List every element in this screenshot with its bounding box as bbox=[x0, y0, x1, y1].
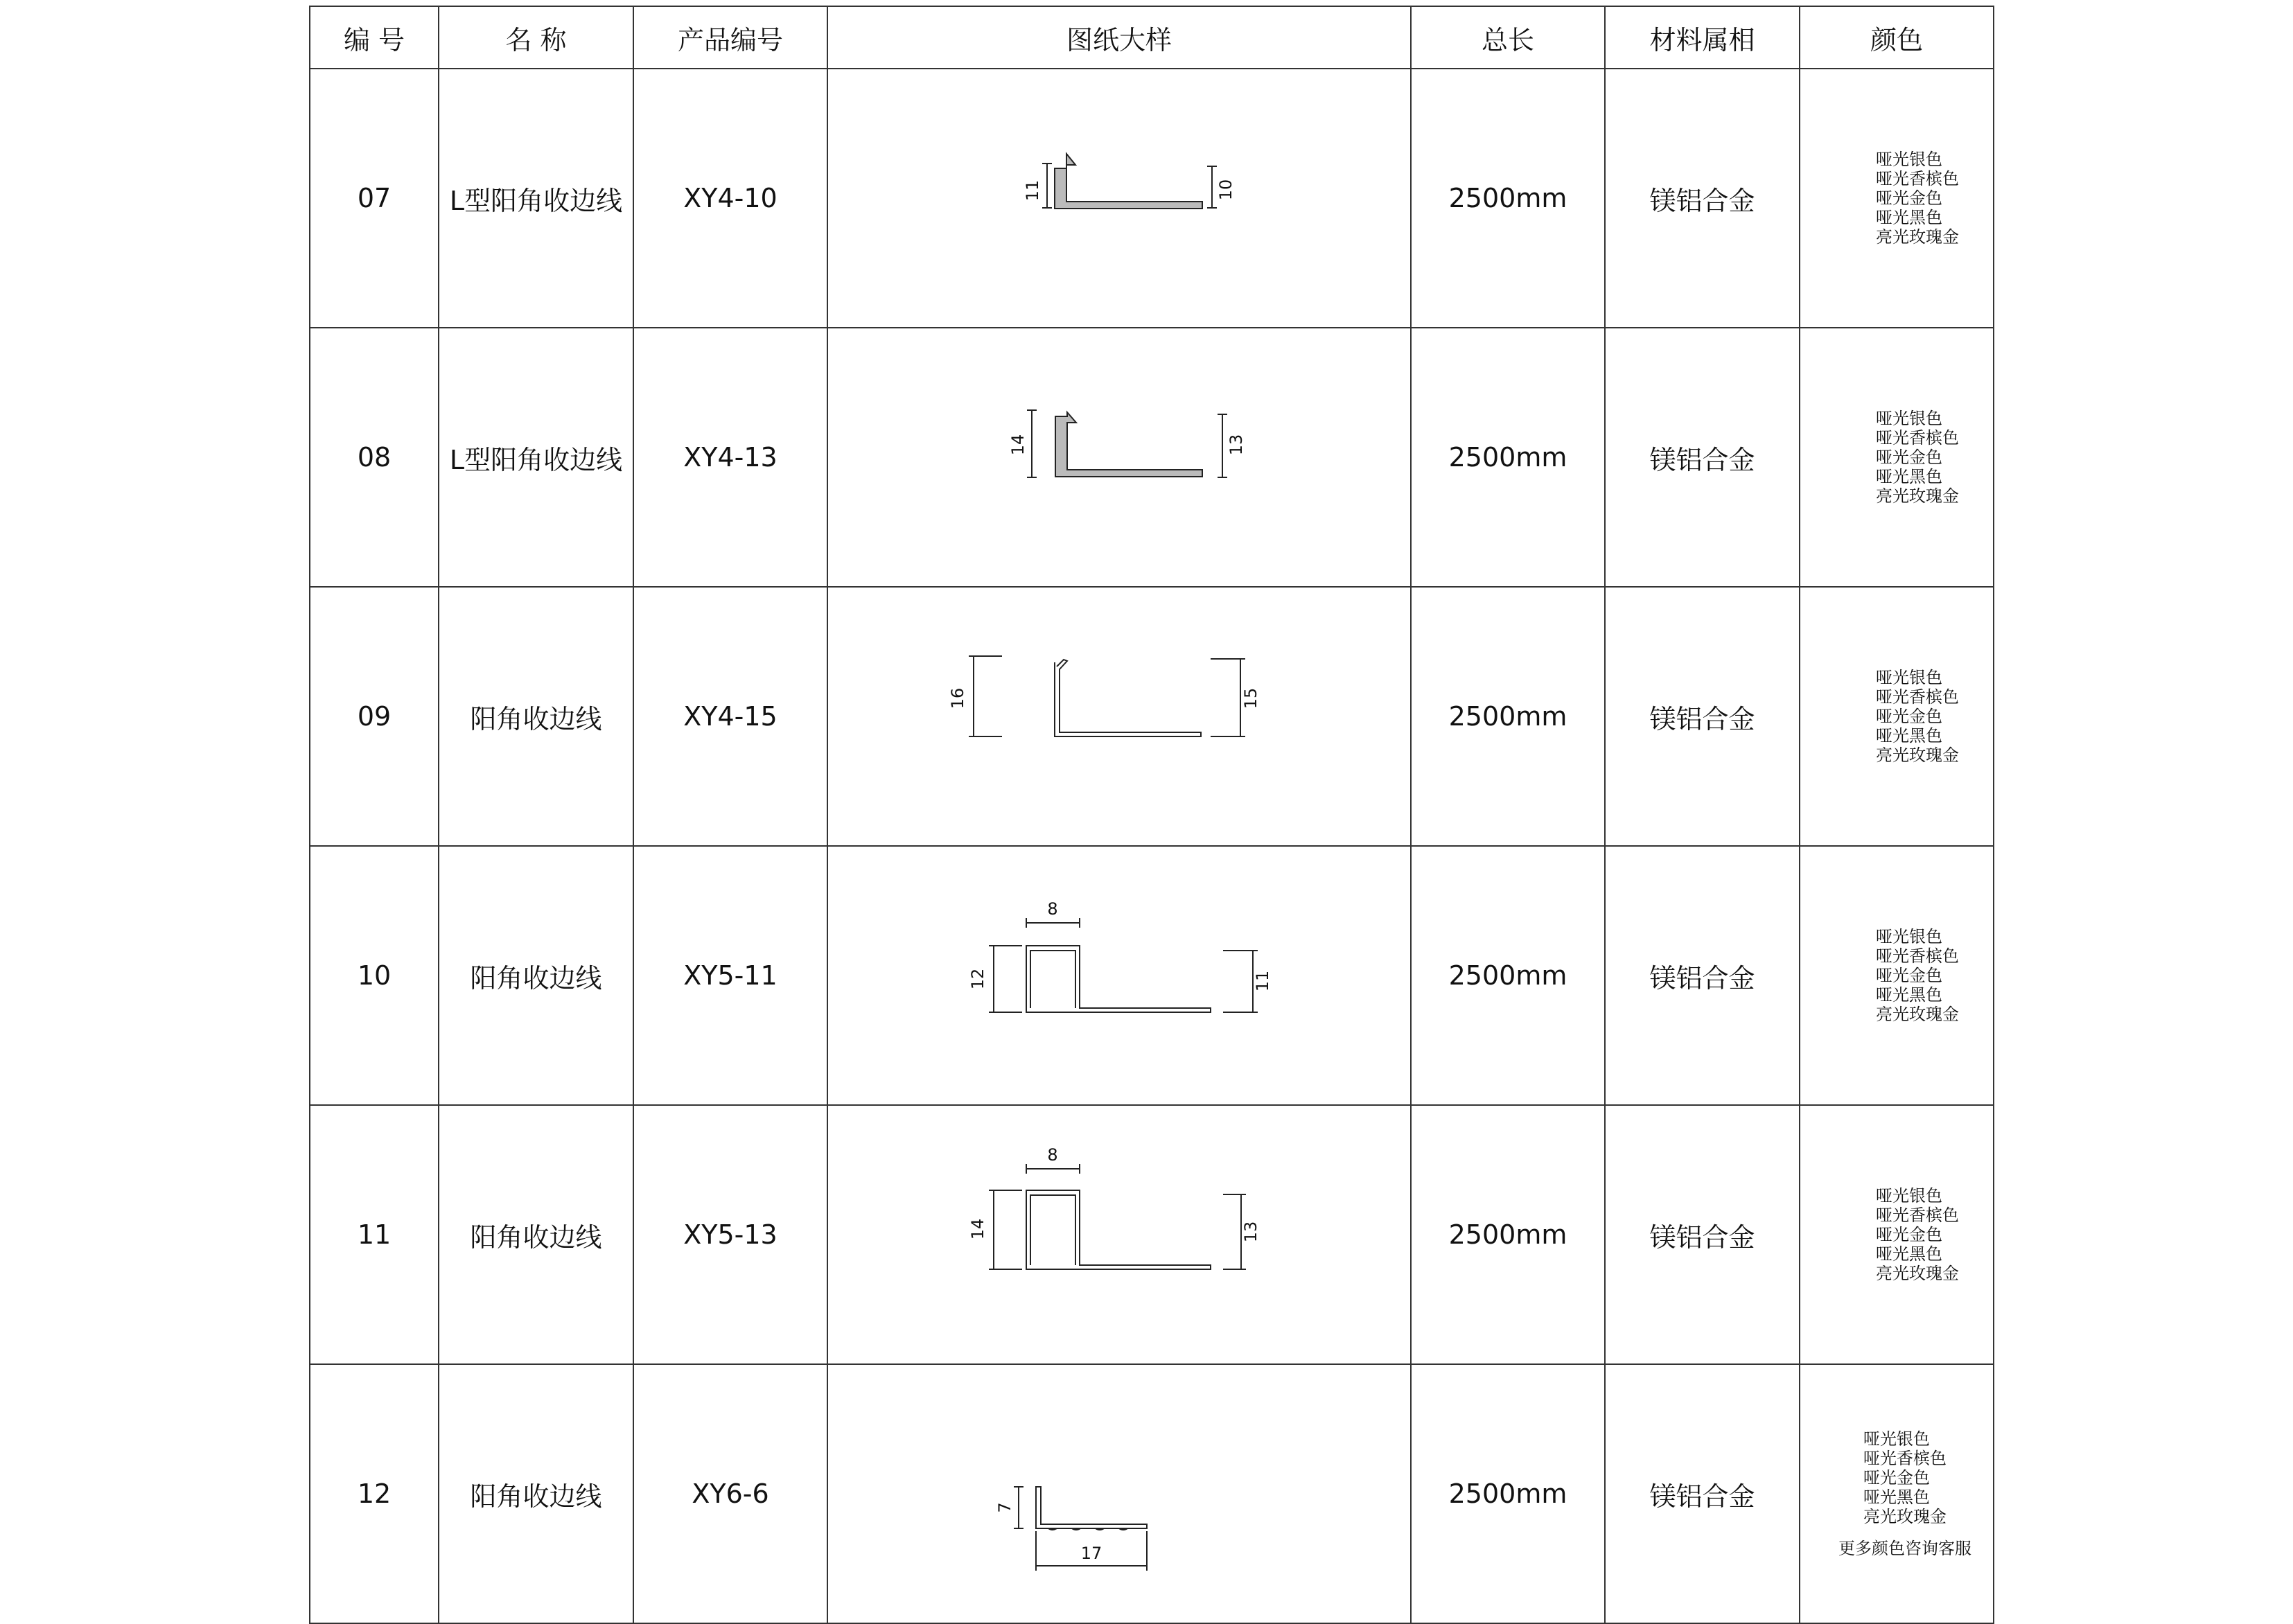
dimension-label: 8 bbox=[1047, 1145, 1058, 1165]
table-row bbox=[310, 1105, 1994, 1364]
row-drawing bbox=[827, 328, 1411, 587]
color-option: 哑光黑色 bbox=[1876, 467, 1942, 486]
color-option: 哑光金色 bbox=[1876, 188, 1942, 208]
color-option: 哑光香槟色 bbox=[1876, 687, 1959, 707]
row-colors bbox=[1800, 587, 1994, 846]
table-row bbox=[310, 846, 1994, 1105]
row-number: 11 bbox=[310, 1105, 439, 1364]
color-list bbox=[1876, 668, 1959, 765]
dimension-label: 14 bbox=[1008, 434, 1028, 456]
row-drawing bbox=[827, 69, 1411, 328]
dimension-label: 7 bbox=[995, 1502, 1014, 1513]
row-material: 镁铝合金 bbox=[1605, 1105, 1800, 1364]
dimension-label: 11 bbox=[1023, 179, 1042, 202]
dimension-label: 13 bbox=[1241, 1221, 1260, 1243]
color-option: 哑光银色 bbox=[1876, 150, 1942, 169]
row-number: 08 bbox=[310, 328, 439, 587]
color-option: 亮光玫瑰金 bbox=[1876, 1005, 1959, 1024]
color-option: 哑光金色 bbox=[1876, 448, 1942, 467]
profile-drawing bbox=[828, 1365, 1410, 1623]
row-length: 2500mm bbox=[1411, 846, 1605, 1105]
row-colors bbox=[1800, 846, 1994, 1105]
profile-shape bbox=[1055, 660, 1201, 736]
row-number: 12 bbox=[310, 1364, 439, 1623]
row-product-code: XY4-15 bbox=[633, 587, 827, 846]
dimension-label: 8 bbox=[1047, 899, 1058, 919]
product-spec-table bbox=[309, 6, 1994, 1624]
color-option: 哑光金色 bbox=[1876, 1225, 1942, 1244]
color-option: 哑光金色 bbox=[1863, 1468, 1930, 1488]
row-number: 10 bbox=[310, 846, 439, 1105]
table-row bbox=[310, 1364, 1994, 1623]
color-option: 哑光香槟色 bbox=[1863, 1449, 1947, 1468]
row-colors bbox=[1800, 69, 1994, 328]
row-material: 镁铝合金 bbox=[1605, 846, 1800, 1105]
profile-drawing bbox=[828, 847, 1410, 1104]
color-option: 哑光香槟色 bbox=[1876, 169, 1959, 188]
row-drawing bbox=[827, 1105, 1411, 1364]
profile-shape bbox=[1026, 946, 1211, 1012]
profile-shape bbox=[1036, 1487, 1147, 1530]
row-colors bbox=[1800, 1364, 1994, 1623]
row-material: 镁铝合金 bbox=[1605, 69, 1800, 328]
color-option: 哑光黑色 bbox=[1876, 1244, 1942, 1264]
row-material: 镁铝合金 bbox=[1605, 1364, 1800, 1623]
color-option: 亮光玫瑰金 bbox=[1876, 745, 1959, 765]
row-name: 阳角收边线 bbox=[439, 587, 633, 846]
row-drawing bbox=[827, 1364, 1411, 1623]
profile-shape bbox=[1026, 1190, 1211, 1269]
profile-shape bbox=[1055, 154, 1202, 209]
row-name: 阳角收边线 bbox=[439, 1364, 633, 1623]
row-product-code: XY4-13 bbox=[633, 328, 827, 587]
color-option: 哑光银色 bbox=[1876, 668, 1942, 687]
dimension-label: 13 bbox=[1227, 434, 1246, 456]
dimension-label: 16 bbox=[948, 687, 967, 709]
row-length: 2500mm bbox=[1411, 328, 1605, 587]
row-name: 阳角收边线 bbox=[439, 1105, 633, 1364]
color-option: 哑光银色 bbox=[1876, 1186, 1942, 1206]
row-product-code: XY5-11 bbox=[633, 846, 827, 1105]
color-list bbox=[1876, 150, 1959, 247]
dimension-label: 15 bbox=[1241, 687, 1260, 709]
row-product-code: XY6-6 bbox=[633, 1364, 827, 1623]
header-number: 编 号 bbox=[310, 6, 439, 69]
row-number: 09 bbox=[310, 587, 439, 846]
row-drawing bbox=[827, 846, 1411, 1105]
dimension-label: 12 bbox=[968, 968, 987, 990]
dimension-label: 17 bbox=[1080, 1544, 1102, 1563]
profile-drawing bbox=[828, 588, 1410, 845]
dimension-label: 11 bbox=[1253, 970, 1272, 992]
table-row bbox=[310, 69, 1994, 328]
profile-shape bbox=[1055, 412, 1202, 477]
color-list bbox=[1838, 1429, 1971, 1558]
color-option: 哑光黑色 bbox=[1876, 208, 1942, 227]
color-list bbox=[1876, 409, 1959, 506]
dimension-lines bbox=[969, 656, 1245, 736]
header-material: 材料属相 bbox=[1605, 6, 1800, 69]
profile-drawing bbox=[828, 328, 1410, 586]
row-name: L型阳角收边线 bbox=[439, 328, 633, 587]
row-number: 07 bbox=[310, 69, 439, 328]
header-name: 名 称 bbox=[439, 6, 633, 69]
color-option: 哑光香槟色 bbox=[1876, 946, 1959, 966]
color-option: 哑光香槟色 bbox=[1876, 1206, 1959, 1225]
color-option: 亮光玫瑰金 bbox=[1863, 1507, 1947, 1526]
color-option: 哑光香槟色 bbox=[1876, 428, 1959, 448]
color-option: 亮光玫瑰金 bbox=[1876, 1264, 1959, 1283]
dimension-lines bbox=[989, 1164, 1246, 1269]
row-name: L型阳角收边线 bbox=[439, 69, 633, 328]
row-name: 阳角收边线 bbox=[439, 846, 633, 1105]
row-drawing bbox=[827, 587, 1411, 846]
more-colors-note: 更多颜色咨询客服 bbox=[1838, 1539, 1971, 1558]
dimension-label: 10 bbox=[1216, 179, 1236, 201]
row-product-code: XY4-10 bbox=[633, 69, 827, 328]
row-length: 2500mm bbox=[1411, 587, 1605, 846]
row-material: 镁铝合金 bbox=[1605, 587, 1800, 846]
color-option: 哑光银色 bbox=[1876, 927, 1942, 946]
color-option: 哑光黑色 bbox=[1876, 726, 1942, 745]
table-row bbox=[310, 587, 1994, 846]
color-option: 哑光银色 bbox=[1863, 1429, 1930, 1449]
color-option: 哑光金色 bbox=[1876, 966, 1942, 985]
color-option: 哑光黑色 bbox=[1863, 1488, 1930, 1507]
profile-drawing bbox=[828, 1106, 1410, 1363]
row-colors bbox=[1800, 328, 1994, 587]
header-length: 总长 bbox=[1411, 6, 1605, 69]
color-option: 哑光金色 bbox=[1876, 707, 1942, 726]
header-color: 颜色 bbox=[1800, 6, 1994, 69]
row-length: 2500mm bbox=[1411, 1364, 1605, 1623]
table-row bbox=[310, 328, 1994, 587]
color-list bbox=[1876, 1186, 1959, 1283]
row-product-code: XY5-13 bbox=[633, 1105, 827, 1364]
color-option: 亮光玫瑰金 bbox=[1876, 227, 1959, 247]
dimension-lines bbox=[989, 918, 1258, 1012]
header-row bbox=[310, 6, 1994, 69]
row-material: 镁铝合金 bbox=[1605, 328, 1800, 587]
color-option: 哑光黑色 bbox=[1876, 985, 1942, 1005]
header-drawing: 图纸大样 bbox=[827, 6, 1411, 69]
dimension-label: 14 bbox=[968, 1218, 987, 1240]
color-option: 哑光银色 bbox=[1876, 409, 1942, 428]
header-product-code: 产品编号 bbox=[633, 6, 827, 69]
row-colors bbox=[1800, 1105, 1994, 1364]
profile-drawing bbox=[828, 69, 1410, 327]
color-list bbox=[1876, 927, 1959, 1024]
row-length: 2500mm bbox=[1411, 69, 1605, 328]
color-option: 亮光玫瑰金 bbox=[1876, 486, 1959, 506]
row-length: 2500mm bbox=[1411, 1105, 1605, 1364]
